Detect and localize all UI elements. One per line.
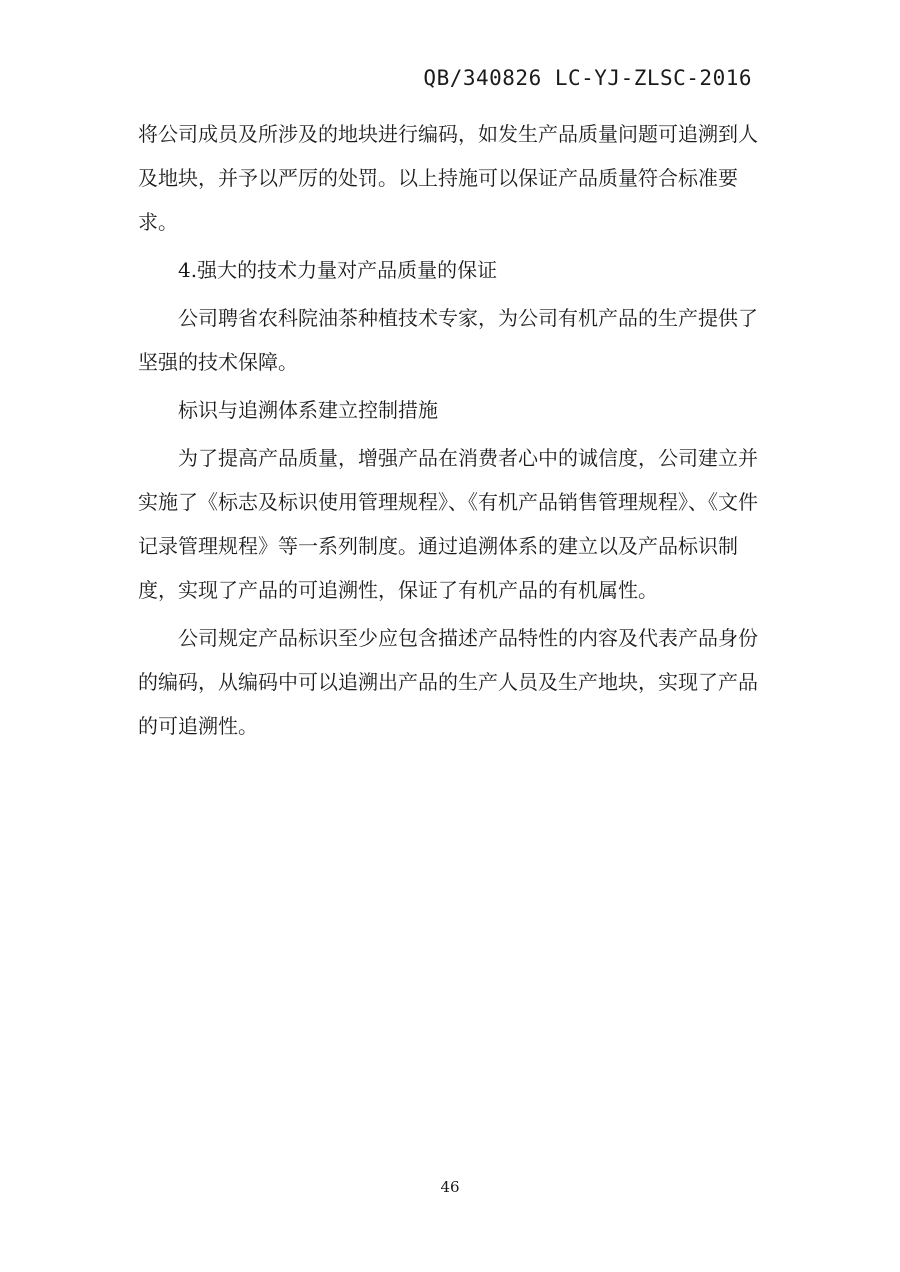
page-number: 46 [440,1178,460,1196]
section-heading-traceability: 标识与追溯体系建立控制措施 [178,398,438,422]
document-body [138,112,766,748]
paragraph-product-labeling: 公司规定产品标识至少应包含描述产品特性的内容及代表产品身份的编码，从编码中可以追溯出产品的生产人员及生产地块，实现了产品的可追溯性。 [138,626,758,738]
paragraph-tech-support: 公司聘省农科院油茶种植技术专家，为公司有机产品的生产提供了坚强的技术保障。 [138,306,758,374]
paragraph-traceability-system: 为了提高产品质量，增强产品在消费者心中的诚信度，公司建立并实施了《标志及标识使用管理规程》、《有机产品销售管理规程》、《文件记录管理规程》等一系列制度。通过追溯体系的建立以及产品标识制度，实现了产品的可追溯性，保证了有机产品的有机属性。 [138,446,758,602]
paragraph-continuation: 将公司成员及所涉及的地块进行编码，如发生产品质量问题可追溯到人及地块，并予以严厉的处罚。以上持施可以保证产品质量符合标准要求。 [138,122,758,234]
document-code-header: QB/340826 LC-YJ-ZLSC-2016 [423,66,752,90]
section-heading-tech: 4.强大的技术力量对产品质量的保证 [178,258,498,282]
